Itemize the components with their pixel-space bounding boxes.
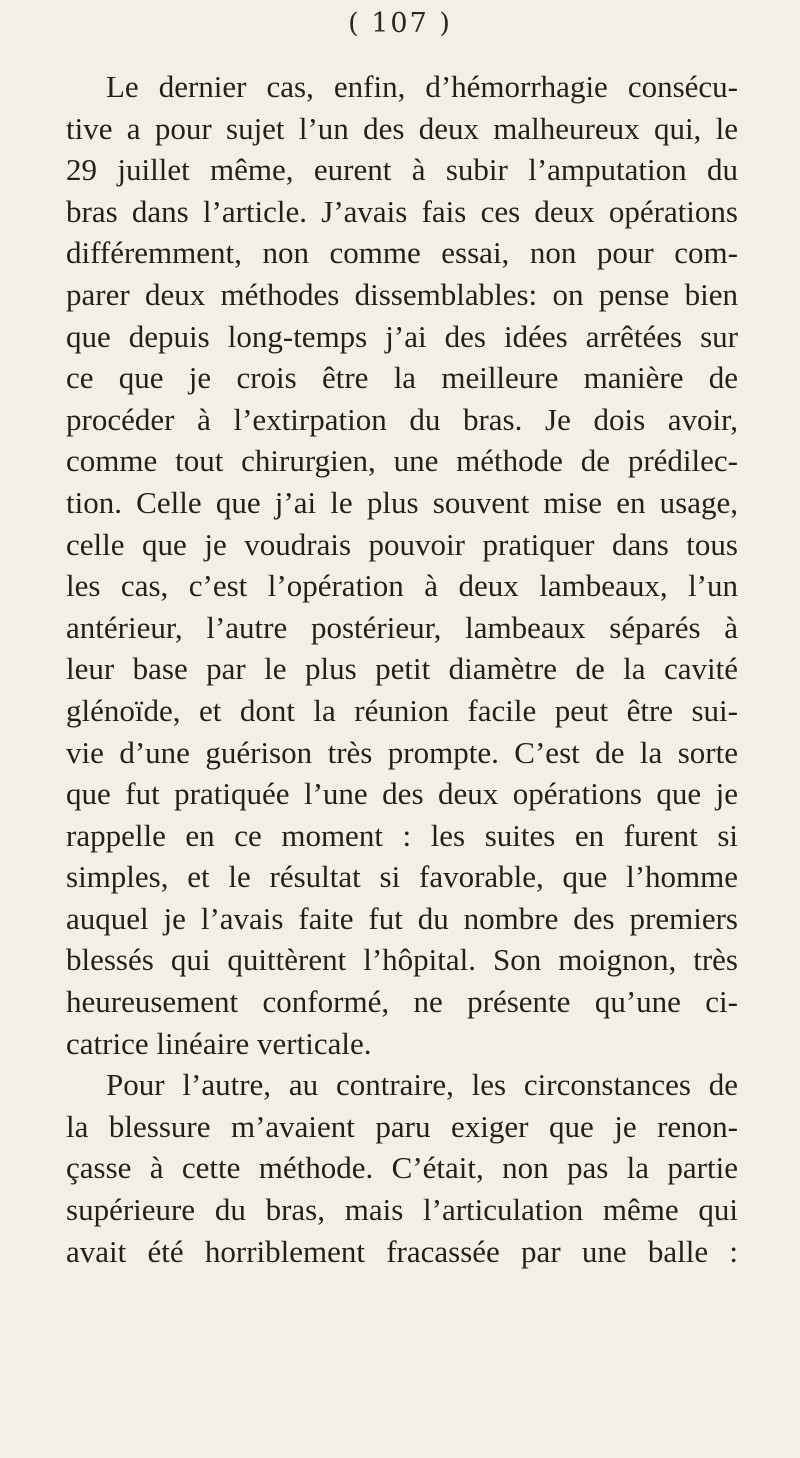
text-line: rappelle en ce moment : les suites en furent si (66, 817, 738, 853)
text-line: auquel je l’avais faite fut du nombre des premiers (66, 900, 738, 936)
text-line: leur base par le plus petit diamètre de la cavité (66, 651, 738, 687)
text-line: 29 juillet même, eurent à subir l’amputation du (66, 152, 738, 188)
text-line: différemment, non comme essai, non pour com- (66, 235, 738, 271)
text-line: tive a pour sujet l’un des deux malheureux qui, le (66, 110, 738, 146)
text-line: parer deux méthodes dissemblables: on pense bien (66, 276, 738, 312)
paragraph-1 (66, 66, 738, 1064)
text-line: çasse à cette méthode. C’était, non pas la partie (66, 1150, 738, 1186)
text-line: que depuis long-temps j’ai des idées arrêtées sur (66, 318, 738, 354)
text-line: simples, et le résultat si favorable, que l’homme (66, 859, 738, 895)
text-line: avait été horriblement fracassée par une balle : (66, 1233, 738, 1269)
text-line: procéder à l’extirpation du bras. Je dois avoir, (66, 401, 738, 437)
text-line: catrice linéaire verticale. (66, 1025, 372, 1061)
text-line: supérieure du bras, mais l’articulation même qui (66, 1192, 738, 1228)
text-line: Pour l’autre, au contraire, les circonstances de (106, 1067, 738, 1103)
text-line: antérieur, l’autre postérieur, lambeaux séparés à (66, 609, 738, 645)
body-text (66, 66, 738, 1272)
text-line: glénoïde, et dont la réunion facile peut être sui- (66, 692, 738, 728)
text-line: vie d’une guérison très prompte. C’est de la sorte (66, 734, 738, 770)
text-line: bras dans l’article. J’avais fais ces deux opérations (66, 193, 738, 229)
text-line: que fut pratiquée l’une des deux opérations que je (66, 776, 738, 812)
text-line: celle que je voudrais pouvoir pratiquer dans tous (66, 526, 738, 562)
page-number: ( 107 ) (348, 8, 452, 39)
text-line: Le dernier cas, enfin, d’hémorrhagie consécu- (106, 69, 738, 104)
text-line: comme tout chirurgien, une méthode de prédilec- (66, 443, 738, 479)
text-line: blessés qui quittèrent l’hôpital. Son moignon, très (66, 942, 738, 978)
text-line: les cas, c’est l’opération à deux lambeaux, l’un (66, 568, 738, 604)
paragraph-2 (66, 1064, 738, 1272)
text-line: heureusement conformé, ne présente qu’une ci- (66, 984, 738, 1020)
text-line: ce que je crois être la meilleure manière de (66, 360, 738, 396)
text-line: tion. Celle que j’ai le plus souvent mise en usage, (66, 484, 738, 520)
text-line: la blessure m’avaient paru exiger que je renon- (66, 1108, 738, 1144)
